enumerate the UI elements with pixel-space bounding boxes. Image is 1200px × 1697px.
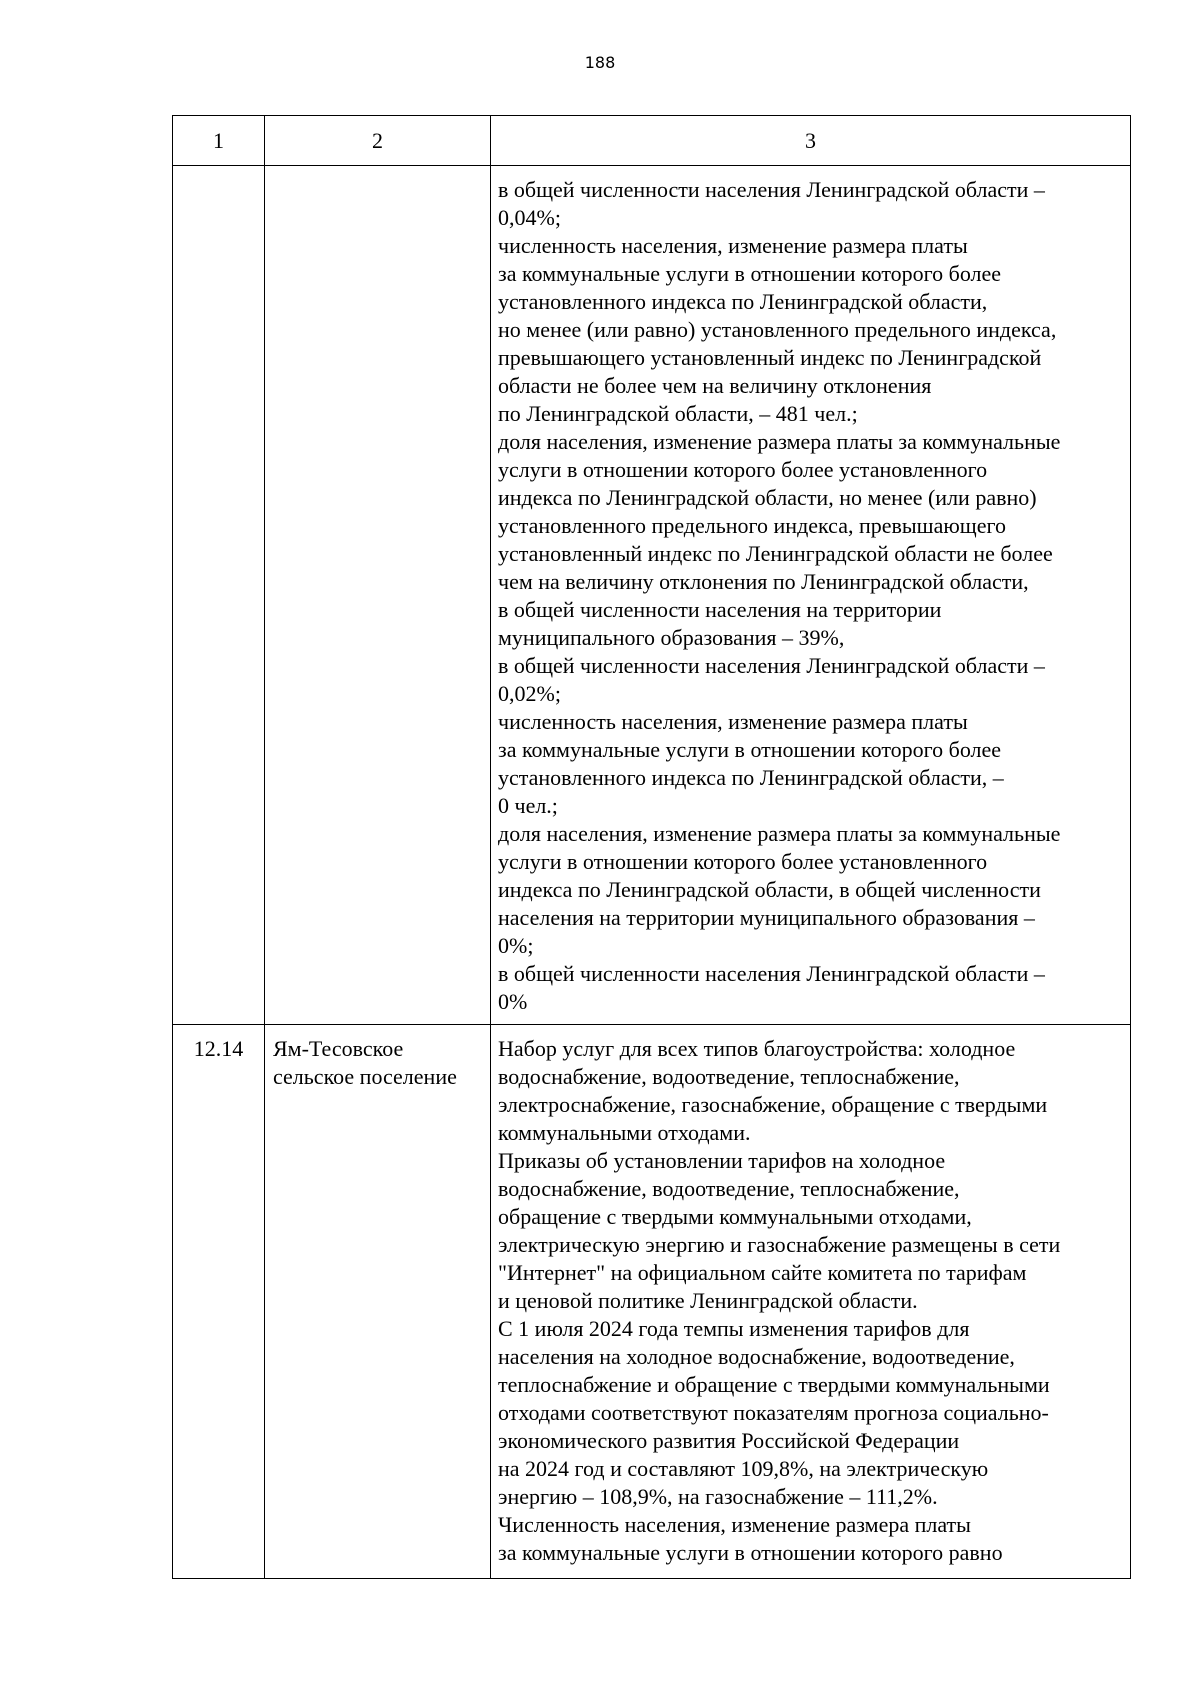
text-line: за коммунальные услуги в отношении которого более bbox=[498, 737, 1002, 762]
column-header-3: 3 bbox=[491, 116, 1131, 166]
text-line: обращение с твердыми коммунальными отходами, bbox=[498, 1204, 972, 1229]
text-line: водоснабжение, водоотведение, теплоснабжение, bbox=[498, 1064, 960, 1089]
page-number: 188 bbox=[584, 53, 616, 72]
text-line: установленный индекс по Ленинградской области не более bbox=[498, 541, 1053, 566]
description-cell bbox=[491, 1025, 1131, 1579]
column-header-2: 2 bbox=[265, 116, 491, 166]
text-line: муниципального образования – 39%, bbox=[498, 625, 845, 650]
text-line: энергию – 108,9%, на газоснабжение – 111,2%. bbox=[498, 1484, 938, 1509]
text-line: 0% bbox=[498, 989, 528, 1014]
text-line: по Ленинградской области, – 481 чел.; bbox=[498, 401, 858, 426]
description-cell bbox=[491, 166, 1131, 1025]
text-line: установленного индекса по Ленинградской области, – bbox=[498, 765, 1004, 790]
text-line: водоснабжение, водоотведение, теплоснабжение, bbox=[498, 1176, 960, 1201]
text-line: установленного предельного индекса, превышающего bbox=[498, 513, 1006, 538]
text-line: "Интернет" на официальном сайте комитета по тарифам bbox=[498, 1260, 1027, 1285]
text-line: но менее (или равно) установленного предельного индекса, bbox=[498, 317, 1057, 342]
text-line: области не более чем на величину отклонения bbox=[498, 373, 932, 398]
text-line: превышающего установленный индекс по Ленинградской bbox=[498, 345, 1042, 370]
text-line: численность населения, изменение размера платы bbox=[498, 709, 968, 734]
text-line: населения на территории муниципального образования – bbox=[498, 905, 1035, 930]
text-line: индекса по Ленинградской области, в общей численности bbox=[498, 877, 1041, 902]
table-row bbox=[173, 1025, 1131, 1579]
text-line: населения на холодное водоснабжение, водоотведение, bbox=[498, 1344, 1015, 1369]
column-header-1: 1 bbox=[173, 116, 265, 166]
text-line: доля населения, изменение размера платы за коммунальные bbox=[498, 429, 1061, 454]
text-line: в общей численности населения на территории bbox=[498, 597, 942, 622]
settlement-name-cell bbox=[265, 166, 491, 1025]
text-line: теплоснабжение и обращение с твердыми коммунальными bbox=[498, 1372, 1050, 1397]
text-line: электроснабжение, газоснабжение, обращение с твердыми bbox=[498, 1092, 1048, 1117]
row-number-cell bbox=[173, 166, 265, 1025]
text-line: Ям-Тесовское bbox=[273, 1036, 404, 1061]
text-line: индекса по Ленинградской области, но менее (или равно) bbox=[498, 485, 1037, 510]
text-line: услуги в отношении которого более установленного bbox=[498, 457, 988, 482]
text-line: 0,02%; bbox=[498, 681, 561, 706]
text-line: услуги в отношении которого более установленного bbox=[498, 849, 988, 874]
text-line: С 1 июля 2024 года темпы изменения тарифов для bbox=[498, 1316, 970, 1341]
text-line: Набор услуг для всех типов благоустройства: холодное bbox=[498, 1036, 1016, 1061]
text-line: в общей численности населения Ленинградской области – bbox=[498, 653, 1045, 678]
text-line: установленного индекса по Ленинградской области, bbox=[498, 289, 988, 314]
text-line: за коммунальные услуги в отношении которого равно bbox=[498, 1540, 1003, 1565]
text-line: коммунальными отходами. bbox=[498, 1120, 751, 1145]
text-line: и ценовой политике Ленинградской области. bbox=[498, 1288, 918, 1313]
text-line: численность населения, изменение размера платы bbox=[498, 233, 968, 258]
text-line: 0,04%; bbox=[498, 205, 561, 230]
text-line: чем на величину отклонения по Ленинградской области, bbox=[498, 569, 1029, 594]
text-line: электрическую энергию и газоснабжение размещены в сети bbox=[498, 1232, 1061, 1257]
text-line: на 2024 год и составляют 109,8%, на электрическую bbox=[498, 1456, 989, 1481]
text-line: экономического развития Российской Федерации bbox=[498, 1428, 960, 1453]
text-line: за коммунальные услуги в отношении которого более bbox=[498, 261, 1002, 286]
text-line: сельское поселение bbox=[273, 1064, 457, 1089]
row-number-cell: 12.14 bbox=[173, 1025, 265, 1579]
text-line: 0%; bbox=[498, 933, 534, 958]
table-header-row bbox=[173, 116, 1131, 166]
document-table bbox=[172, 115, 1131, 1579]
text-line: доля населения, изменение размера платы за коммунальные bbox=[498, 821, 1061, 846]
settlement-name-cell bbox=[265, 1025, 491, 1579]
text-line: 0 чел.; bbox=[498, 793, 558, 818]
text-line: в общей численности населения Ленинградской области – bbox=[498, 177, 1045, 202]
text-line: Численность населения, изменение размера платы bbox=[498, 1512, 971, 1537]
text-line: отходами соответствуют показателям прогноза социально- bbox=[498, 1400, 1049, 1425]
table-row bbox=[173, 166, 1131, 1025]
text-line: в общей численности населения Ленинградской области – bbox=[498, 961, 1045, 986]
text-line: Приказы об установлении тарифов на холодное bbox=[498, 1148, 946, 1173]
